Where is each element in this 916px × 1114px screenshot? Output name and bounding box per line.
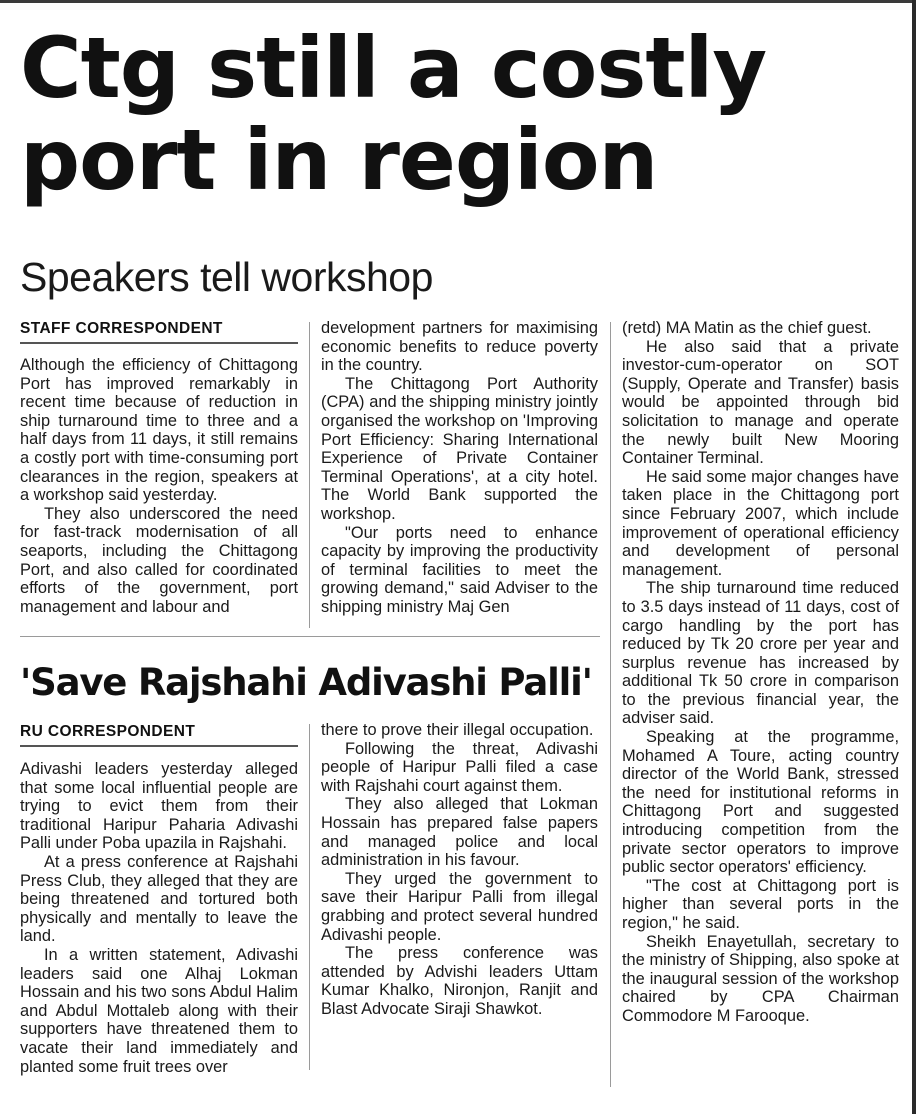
page-right-border: [912, 0, 916, 1114]
paragraph: Speaking at the programme, Mohamed A Toure, acting country director of the World Bank, stressed the need for institutional reforms in Chittagong Port and suggested introducing competition from the private sector operators to improve public sector operators' efficiency.: [622, 728, 899, 877]
paragraph: development partners for maximising economic benefits to reduce poverty in the country.: [321, 319, 598, 375]
article-1-byline-rule: [20, 342, 298, 344]
article-1-column-2: [321, 319, 598, 617]
column-divider: [309, 322, 310, 628]
paragraph: Adivashi leaders yesterday alleged that some local influential people are trying to evict them from their traditional Haripur Paharia Adivashi Palli under Poba upazila in Rajshahi.: [20, 760, 298, 853]
article-2-headline: 'Save Rajshahi Adivashi Palli': [20, 661, 592, 704]
paragraph: The Chittagong Port Authority (CPA) and the shipping ministry jointly organised the workshop on 'Improving Port Efficiency: Sharing International Experience of Private Container Terminal Operations', at a city hotel. The World Bank supported the workshop.: [321, 374, 598, 523]
paragraph: "Our ports need to enhance capacity by improving the productivity of terminal facilities to meet the growing demand," said Adviser to the shipping ministry Maj Gen: [321, 523, 598, 616]
paragraph: He also said that a private investor-cum-operator on SOT (Supply, Operate and Transfer) basis would be appointed through bid solicitation to manage and operate the newly built New Mooring Container Terminal.: [622, 337, 899, 468]
column-divider: [610, 322, 611, 1087]
paragraph: In a written statement, Adivashi leaders said one Alhaj Lokman Hossain and his two sons Abdul Halim and Abdul Mottaleb along with their supporters have threatened them to vacate their land immediately and planted some fruit trees over: [20, 945, 298, 1076]
column-divider: [309, 724, 310, 1070]
paragraph: At a press conference at Rajshahi Press Club, they alleged that they are being threatened and tortured both physically and mentally to leave the land.: [20, 852, 298, 946]
article-1-headline: Ctg still a costly port in region: [20, 19, 767, 209]
paragraph: They also underscored the need for fast-track modernisation of all seaports, including the Chittagong Port, and also called for coordinated efforts of the government, port management and labour and: [20, 504, 298, 616]
paragraph: They urged the government to save their Haripur Palli from illegal grabbing and protect several hundred Adivashi people.: [321, 869, 598, 944]
paragraph: there to prove their illegal occupation.: [321, 721, 594, 739]
paragraph: Sheikh Enayetullah, secretary to the ministry of Shipping, also spoke at the inaugural session of the workshop chaired by CPA Chairman Commodore M Farooque.: [622, 932, 899, 1025]
article-2-byline-rule: [20, 745, 298, 747]
article-1-column-1: [20, 356, 298, 616]
article-2-byline: RU CORRESPONDENT: [20, 723, 196, 740]
article-1-column-3: [622, 319, 899, 1026]
paragraph: Although the efficiency of Chittagong Port has improved remarkably in recent time because of reduction in ship turnaround time to three and a half days from 11 days, it still remains a costly port with time-consuming port clearances in the region, speakers at a workshop said yesterday.: [20, 356, 298, 505]
paragraph: Following the threat, Adivashi people of Haripur Palli filed a case with Rajshahi court against them.: [321, 739, 598, 795]
article-2-column-2: [321, 721, 598, 1019]
article-2-column-1: [20, 760, 298, 1076]
paragraph: He said some major changes have taken place in the Chittagong port since February 2007, which include improvement of operational efficiency and development of personal management.: [622, 467, 899, 579]
paragraph: The press conference was attended by Advishi leaders Uttam Kumar Khalko, Nironjon, Ranjit and Blast Advocate Siraji Shawkot.: [321, 944, 598, 1018]
page-top-border: [0, 0, 916, 3]
paragraph: They also alleged that Lokman Hossain has prepared false papers and managed police and local administration in his favour.: [321, 795, 598, 870]
article-separator-rule: [20, 636, 600, 637]
paragraph: "The cost at Chittagong port is higher than several ports in the region," he said.: [622, 876, 899, 932]
paragraph: The ship turnaround time reduced to 3.5 days instead of 11 days, cost of cargo handling by the port has reduced by Tk 20 crore per year and surplus revenue has increased by additional Tk 50 crore in comparison to the previous financial year, the adviser said.: [622, 579, 899, 728]
article-1-subhead: Speakers tell workshop: [20, 254, 433, 300]
article-1-byline: STAFF CORRESPONDENT: [20, 320, 223, 337]
paragraph: (retd) MA Matin as the chief guest.: [622, 319, 872, 337]
